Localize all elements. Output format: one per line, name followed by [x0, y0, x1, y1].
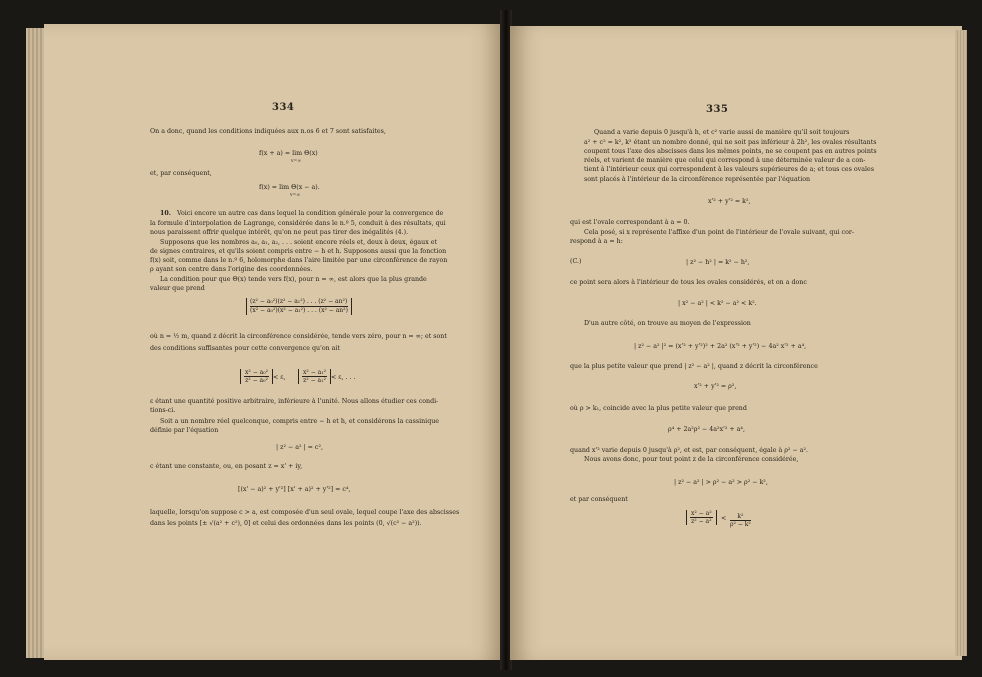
text-line: de signes contraires, et qu'ils soient compris entre − h et h. Supposons aussi que la fonction: [150, 248, 447, 255]
text-line: On a donc, quand les conditions indiquées aux n.os 6 et 7 sont satisfaites,: [150, 128, 386, 135]
formula: x'² + y'² = k²,: [708, 198, 751, 205]
text-line: tient à l'intérieur ceux qui correspondent à les valeurs supérieures de a; et tous ces ovales: [584, 166, 874, 173]
formula: ρ⁴ + 2a²ρ² − 4a²x'² + a⁴,: [668, 426, 745, 433]
ineq2-numerator: x² − a₁²: [303, 369, 327, 376]
text-line: c étant une constante, ou, en posant z = x' + iy,: [150, 463, 303, 470]
text-line: la formule d'interpolation de Lagrange, considérée dans le n.º 5, conduit à des résultats, qui: [150, 220, 446, 227]
left-page-number: 334: [272, 102, 295, 113]
text-line: définie par l'équation: [150, 427, 219, 434]
formula-sub: v=∞: [291, 159, 302, 164]
equation-label: (C.): [570, 258, 582, 265]
text-line: où ρ > k₁, coincide avec la plus petite valeur que prend: [570, 405, 747, 412]
formula: [(x' − a)² + y'²] [x' + a)² + y'²] = c⁴,: [238, 486, 351, 493]
text-line: et, par conséquent,: [150, 170, 212, 177]
formula: | z² − a² | = c²,: [276, 444, 323, 451]
section-number: 10.: [160, 210, 171, 217]
formula: f(x + a) = lim Θ(x): [259, 150, 318, 157]
formula: | z² − a² |² = (x'² + y'²)² + 2a² (x'² + y'²) − 4a² x'² + a⁴,: [634, 343, 807, 350]
final-inequality-rhs: [730, 510, 751, 529]
inequality-1: [240, 369, 273, 384]
formula-sub: v=∞: [290, 193, 301, 198]
text-line: qui est l'ovale correspondant à a = 0.: [570, 219, 690, 226]
text-line: réels, et varient de manière que celui qui correspond à une déterminée valeur de a con-: [584, 157, 866, 164]
text-line: nous paraissent offrir quelque intérêt, qu'on ne peut pas tirer des inégalités (4.).: [150, 229, 409, 236]
text-line: dans les points [± √(a² + c²), 0] et celui des ordonnées dans les points (0, √(c² − a²)).: [150, 520, 422, 527]
formula: | x² − a² | < k² − a² < k².: [678, 300, 757, 307]
left-page: [44, 24, 502, 660]
text-line: Quand a varie depuis 0 jusqu'à h, et c² varie aussi de manière qu'il soit toujours: [594, 129, 850, 136]
text-line: Soit a un nombre réel quelconque, compris entre − h et h, et considérons la cassinique: [160, 418, 440, 425]
final-inequality-lhs: [686, 510, 717, 525]
text-line: f(x) soit, comme dans le n.º 6, holomorphe dans l'aire limitée par une circonférence de rayon: [150, 257, 448, 264]
text-line: ce point sera alors à l'intérieur de tous les ovales considérés, et on a donc: [570, 279, 807, 286]
ratio-expression: [246, 298, 352, 315]
rhs-denominator: ρ² − k²: [730, 521, 751, 528]
text-line: des conditions suffisantes pour cette convergence qu'on ait: [150, 345, 340, 352]
text-line: Nous avons donc, pour tout point z de la circonférence considérée,: [584, 456, 799, 463]
text-line: que la plus petite valeur que prend | z² − a² |, quand z décrit la circonférence: [570, 363, 818, 370]
text-line: laquelle, lorsqu'on suppose c > a, est composée d'un seul ovale, lequel coupe l'axe des abscisses: [150, 509, 460, 516]
ratio-numerator: (z² − a₀²)(z² − a₁²) . . . (z² − an²): [250, 298, 348, 305]
text-line: et par conséquent: [570, 496, 628, 503]
formula: | z² − h² | = k² − h²,: [686, 259, 750, 266]
ratio-denominator: (x² − a₀²)(x² − a₁²) . . . (x² − an²): [250, 307, 348, 314]
text-line: ρ ayant son centre dans l'origine des coordonnées.: [150, 266, 313, 273]
text-line: a² + c² = k², k² étant un nombre donné, qui ne soit pas inférieur à 2h², les ovales résultants: [584, 139, 877, 146]
formula: x'² + y'² = ρ²,: [694, 383, 737, 390]
text-line: sont placés à l'intérieur de la circonférence représentée par l'équation: [584, 176, 811, 183]
rhs-numerator: k²: [730, 513, 751, 521]
formula: | z² − a² | > ρ² − a² > ρ² − k²,: [674, 479, 768, 486]
right-page: [510, 26, 962, 660]
right-page-number: 335: [706, 104, 729, 115]
inequality-2: [298, 369, 331, 384]
text-line: respond à a = h:: [570, 238, 623, 245]
formula: f(x) = lim Θ(x − a).: [259, 184, 320, 191]
text-line: Voici encore un autre cas dans lequel la condition générale pour la convergence de: [177, 210, 444, 217]
text-line: ε étant une quantité positive arbitraire, inférieure à l'unité. Nous allons étudier ces condi-: [150, 398, 439, 405]
inequality-sign: < ε,: [273, 374, 286, 381]
text-line: D'un autre côté, on trouve au moyen de l'expression: [584, 320, 751, 327]
inequality-sign: < ε, . . .: [331, 374, 356, 381]
text-line: Cela posé, si x représente l'affixe d'un point de l'intérieur de l'ovale suivant, qui cor-: [584, 229, 854, 236]
text-line: La condition pour que Θ(x) tende vers f(x), pour n = ∞, est alors que la plus grande: [160, 276, 427, 283]
ineq1-denominator: z² − a₀²: [245, 377, 268, 384]
text-line: où n = ½ m, quand z décrit la circonférence considérée, tende vers zéro, pour n = ∞; et sont: [150, 333, 447, 340]
ineq2-denominator: z² − a₁²: [303, 377, 326, 384]
final-numerator: x² − a²: [691, 510, 712, 517]
text-line: coupent tous l'axe des abscisses dans les mêmes points, ne se coupent pas en autres points: [584, 148, 877, 155]
text-line: tions-ci.: [150, 407, 176, 414]
inequality-sign: <: [721, 515, 727, 522]
ineq1-numerator: x² − a₀²: [245, 369, 269, 376]
text-line: valeur que prend: [150, 285, 205, 292]
right-page-edges: [955, 30, 967, 656]
text-line: quand x'² varie depuis 0 jusqu'à ρ², et est, par conséquent, égale à ρ² − a².: [570, 447, 809, 454]
text-line: Supposons que les nombres a₀, a₁, a₂, . . . soient encore réels et, deux à deux, égaux et: [160, 239, 438, 246]
final-denominator: z² − a²: [691, 518, 712, 525]
